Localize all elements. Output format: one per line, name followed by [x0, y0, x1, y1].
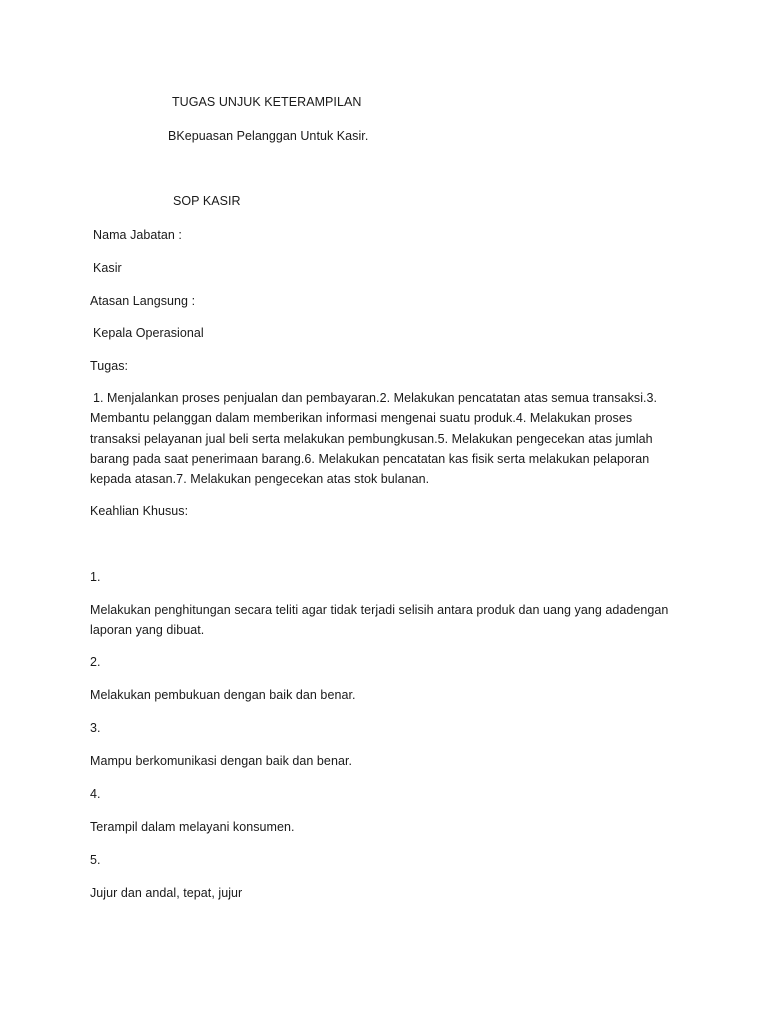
skill-number: 2.	[90, 655, 101, 669]
job-title-label: Nama Jabatan :	[93, 228, 182, 242]
skill-number: 4.	[90, 787, 101, 801]
document-title: TUGAS UNJUK KETERAMPILAN	[172, 95, 362, 109]
supervisor-value: Kepala Operasional	[93, 326, 204, 340]
skill-item: Mampu berkomunikasi dengan baik dan benar.	[90, 754, 352, 768]
tasks-line: Membantu pelanggan dalam memberikan informasi mengenai suatu produk.4. Melakukan proses	[90, 411, 633, 426]
skill-number: 1.	[90, 570, 101, 584]
skill-item: Terampil dalam melayani konsumen.	[90, 820, 295, 834]
supervisor-label: Atasan Langsung :	[90, 294, 196, 308]
document-subtitle: BKepuasan Pelanggan Untuk Kasir.	[168, 129, 369, 143]
skill-item: Jujur dan andal, tepat, jujur	[90, 886, 243, 900]
section-heading: SOP KASIR	[173, 194, 241, 208]
skill-item: Melakukan pembukuan dengan baik dan benar.	[90, 688, 356, 702]
tasks-line: kepada atasan.7. Melakukan pengecekan atas stok bulanan.	[90, 472, 430, 487]
tasks-paragraph	[90, 388, 657, 489]
skill-line: laporan yang dibuat.	[90, 623, 205, 638]
tasks-line: transaksi pelayanan jual beli serta melakukan pembungkusan.5. Melakukan pengecekan atas jumlah	[90, 431, 653, 446]
skills-label: Keahlian Khusus:	[90, 504, 189, 518]
tasks-line: 1. Menjalankan proses penjualan dan pembayaran.2. Melakukan pencatatan atas semua transaksi.3.	[93, 391, 658, 405]
skill-item	[90, 600, 668, 641]
job-title-value: Kasir	[93, 261, 122, 275]
skill-number: 3.	[90, 721, 101, 735]
skill-line: Melakukan penghitungan secara teliti agar tidak terjadi selisih antara produk dan uang yang adadengan	[90, 603, 669, 617]
skill-number: 5.	[90, 853, 101, 867]
tasks-line: barang pada saat penerimaan barang.6. Melakukan pencatatan kas fisik serta melakukan pelaporan	[90, 451, 650, 466]
tasks-label: Tugas:	[90, 359, 129, 373]
